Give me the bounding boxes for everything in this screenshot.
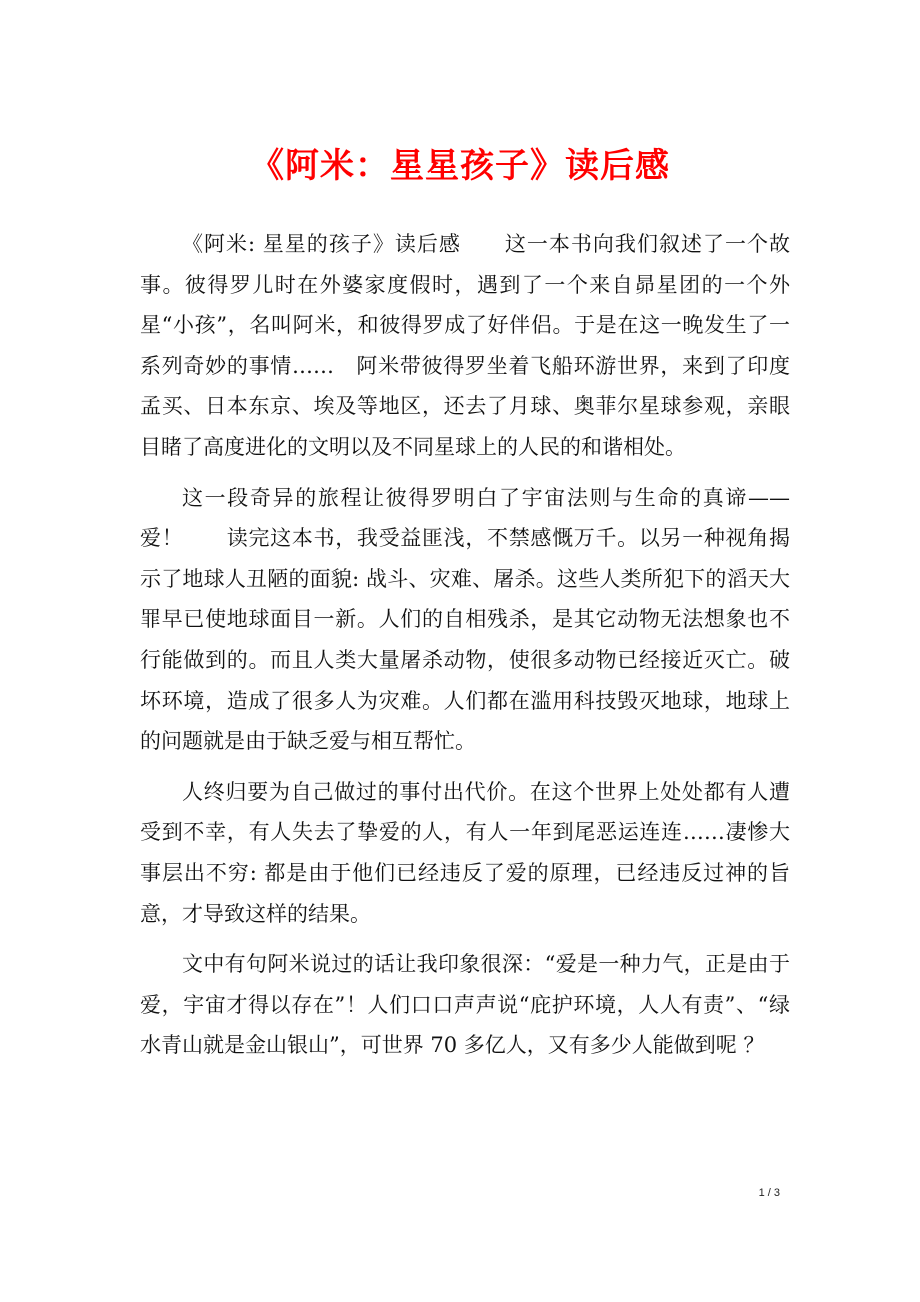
body-paragraph: 人终归要为自己做过的事付出代价。在这个世界上处处都有人遭受到不幸，有人失去了挚爱的人，有人一年到尾恶运连连……凄惨大事层出不穷: 都是由于他们已经违反了爱的原理，已经违反过神的旨意，才导致这样的结果。 [140, 779, 790, 926]
page-number: 1 / 3 [758, 1187, 780, 1199]
body-paragraph: 《阿米: 星星的孩子》读后感 这一本书向我们叙述了一个故事。彼得罗儿时在外婆家度假时，遇到了一个来自昴星团的一个外星“小孩”，名叫阿米，和彼得罗成了好伴侣。于是在这一晚发生了一系列奇妙的事情…… 阿米带彼得罗坐着飞船环游世界，来到了印度孟买、日本东京、埃及等地区，还去了月球、奥菲尔星球参观，亲眼目睹了高度进化的文明以及不同星球上的人民的和谐相处。 [140, 232, 790, 459]
body-paragraph: 文中有句阿米说过的话让我印象很深：“爱是一种力气，正是由于爱，宇宙才得以存在”！人们口口声声说“庇护环境，人人有责”、“绿水青山就是金山银山”，可世界 70 多亿人，又有多少人能做到呢 ？ [140, 952, 790, 1058]
document-body [140, 224, 790, 1076]
document-title: 《阿米：星星孩子》读后感 [250, 146, 670, 186]
body-paragraph: 这一段奇异的旅程让彼得罗明白了宇宙法则与生命的真谛——爱！ 读完这本书，我受益匪浅，不禁感慨万千。以另一种视角揭示了地球人丑陋的面貌: 战斗、灾难、屠杀。这些人类所犯下的滔天大罪早已使地球面目一新。人们的自相残杀，是其它动物无法想象也不行能做到的。而且人类大量屠杀动物，使很多动物已经接近灭亡。破坏环境，造成了很多人为灾难。人们都在滥用科技毁灭地球，地球上的问题就是由于缺乏爱与相互帮忙。 [140, 485, 790, 754]
